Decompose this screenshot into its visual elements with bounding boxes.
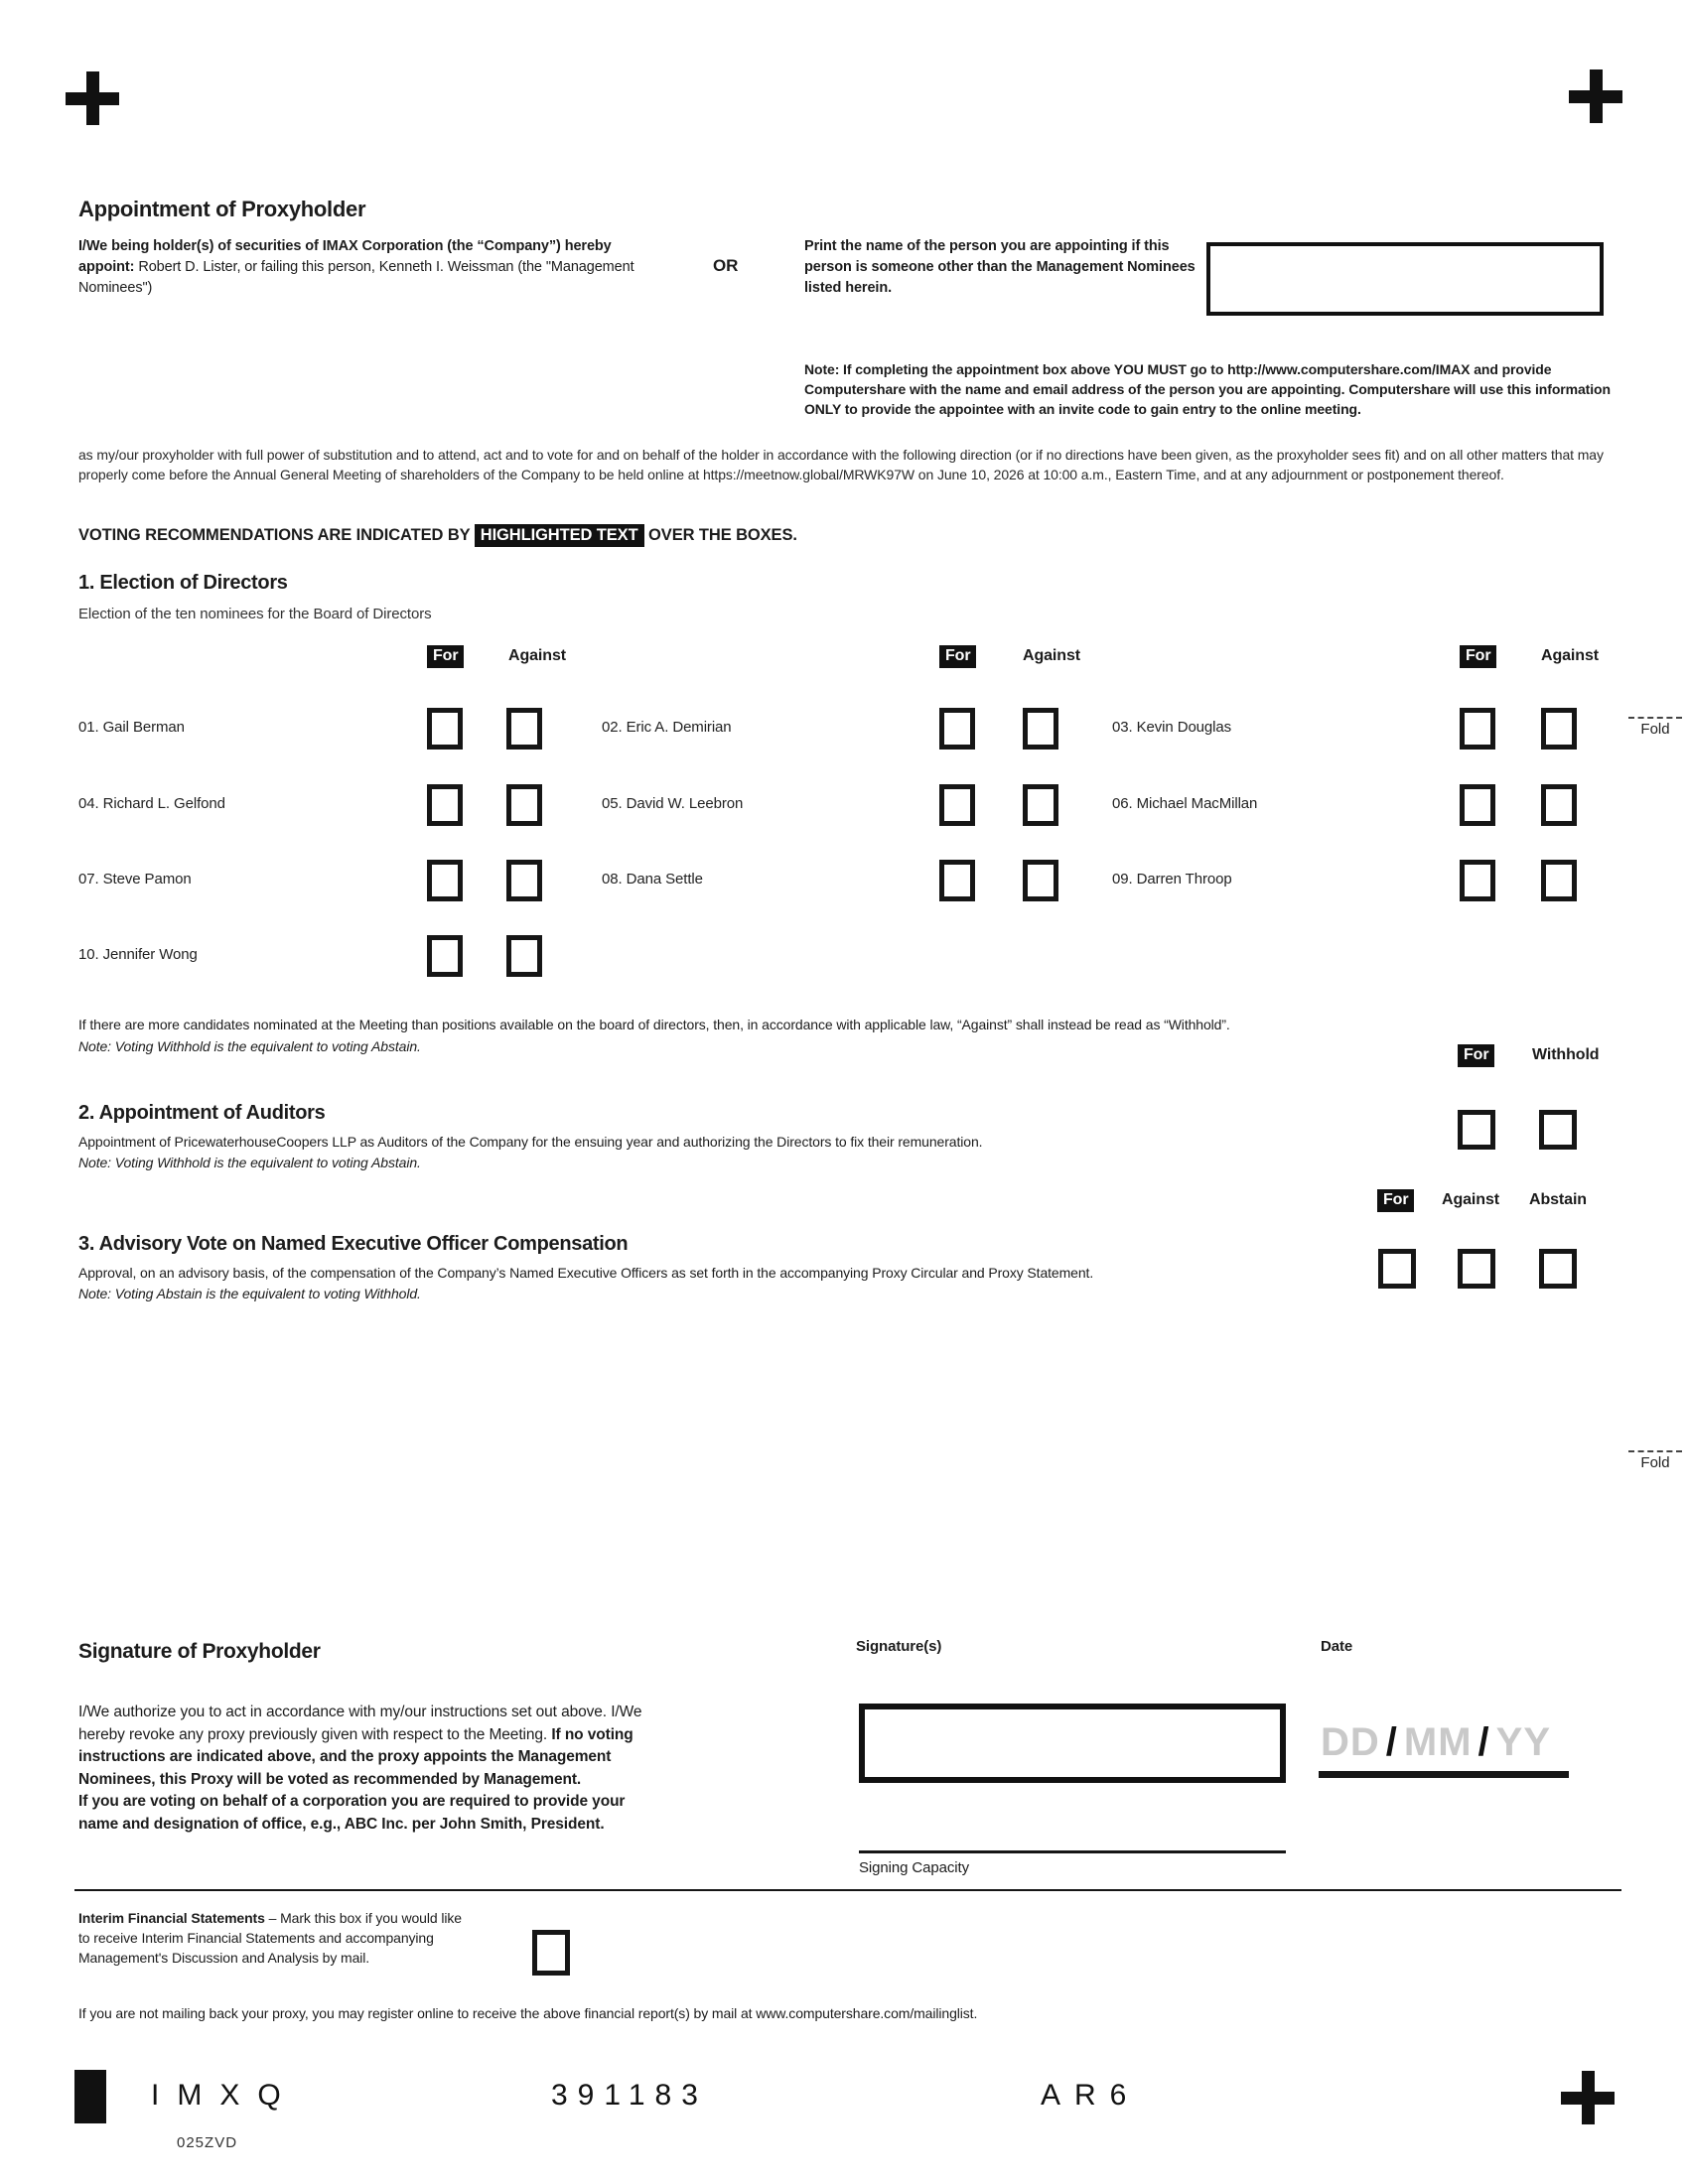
appointment-intro-regular: Robert D. Lister, or failing this person, Kenneth I. Weissman (the "Management Nominees") xyxy=(78,259,634,296)
registration-plus-icon xyxy=(1561,2071,1615,2124)
withhold-column-header: Withhold xyxy=(1532,1046,1600,1063)
interim-statements-text xyxy=(78,1908,476,1968)
date-separator: / xyxy=(1385,1720,1398,1764)
appointee-name-input[interactable] xyxy=(1206,242,1604,316)
voting-recommendations-suffix: OVER THE BOXES. xyxy=(643,526,797,544)
signature-authorization-text xyxy=(78,1702,654,1836)
date-dd-placeholder: DD xyxy=(1321,1720,1380,1764)
advisory-against-checkbox[interactable] xyxy=(1458,1249,1495,1289)
director-name: 01. Gail Berman xyxy=(78,719,185,736)
proxy-statement-paragraph: as my/our proxyholder with full power of substitution and to attend, act and to vote for and on behalf of the holder in accordance with the following direction (or if no directions have been given, as the proxyholder sees fit) and on all other matters that may properly come before the Annual General Meeting of shareholders of the Company to be held online at https://meetnow.global/MRWK97W on June 10, 2026 at 10:00 a.m., Eastern Time, and at any adjournment or postponement thereof. xyxy=(78,447,1604,482)
signature-body-bold: If no voting instructions are indicated above, and the proxy appoints the Management Nominees, this Proxy will be voted as recommended by Management. xyxy=(78,1725,633,1788)
interim-statements-lead: Interim Financial Statements xyxy=(78,1910,265,1926)
or-label: OR xyxy=(713,256,739,275)
director-03-for-checkbox[interactable] xyxy=(1460,708,1495,750)
appointment-intro-text xyxy=(78,236,654,299)
director-10-against-checkbox[interactable] xyxy=(506,935,542,977)
director-05-for-checkbox[interactable] xyxy=(939,784,975,826)
director-02-for-checkbox[interactable] xyxy=(939,708,975,750)
against-column-header: Against xyxy=(1023,647,1080,664)
interim-statements-checkbox[interactable] xyxy=(532,1930,570,1976)
director-04-against-checkbox[interactable] xyxy=(506,784,542,826)
fold-marker: Fold xyxy=(1628,1450,1682,1471)
print-name-instruction: Print the name of the person you are appointing if this person is someone other than the Management Nominees listed herein. xyxy=(804,238,1196,296)
advisory-section-title: 3. Advisory Vote on Named Executive Officer Compensation xyxy=(78,1233,629,1255)
footer-company-code: IMXQ xyxy=(151,2079,299,2112)
date-separator: / xyxy=(1477,1720,1490,1764)
director-name: 05. David W. Leebron xyxy=(602,795,744,812)
director-name: 06. Michael MacMillan xyxy=(1112,795,1258,812)
against-column-header: Against xyxy=(1541,647,1599,664)
registration-plus-icon xyxy=(66,71,119,125)
interim-statements-rest: – Mark this box if you would like to receive Interim Financial Statements and accompanying Management's Discussion and Analysis by mail. xyxy=(78,1910,462,1966)
auditors-withhold-checkbox[interactable] xyxy=(1539,1110,1577,1150)
director-03-against-checkbox[interactable] xyxy=(1541,708,1577,750)
advisory-for-checkbox[interactable] xyxy=(1378,1249,1416,1289)
auditors-section-title: 2. Appointment of Auditors xyxy=(78,1102,326,1124)
against-column-header: Against xyxy=(1442,1191,1499,1208)
director-08-for-checkbox[interactable] xyxy=(939,860,975,901)
auditors-for-checkbox[interactable] xyxy=(1458,1110,1495,1150)
advisory-abstain-checkbox[interactable] xyxy=(1539,1249,1577,1289)
date-underline xyxy=(1319,1771,1569,1778)
footer-sequence-number: 391183 xyxy=(551,2079,708,2112)
advisory-body: Approval, on an advisory basis, of the compensation of the Company’s Named Executive Officers as set forth in the accompanying Proxy Circular and Proxy Statement. xyxy=(78,1265,1094,1281)
fold-marker: Fold xyxy=(1628,717,1682,738)
voting-recommendations-prefix: VOTING RECOMMENDATIONS ARE INDICATED BY xyxy=(78,526,475,544)
registration-square-mark xyxy=(74,2070,106,2123)
director-name: 10. Jennifer Wong xyxy=(78,946,198,963)
director-name: 07. Steve Pamon xyxy=(78,871,192,887)
director-name: 04. Richard L. Gelfond xyxy=(78,795,225,812)
signature-input-box[interactable] xyxy=(859,1704,1286,1783)
registration-plus-icon xyxy=(1569,69,1622,123)
signature-corporation-note: If you are voting on behalf of a corporation you are required to provide your name and designation of office, e.g., ABC Inc. per John Smith, President. xyxy=(78,1793,626,1833)
appointment-note: Note: If completing the appointment box above YOU MUST go to http://www.computershare.com/IMAX and provide Computershare with the name and email address of the person you are appointing. Computershare will use this information ONLY to provide the appointee with an invite code to gain entry to the online meeting. xyxy=(804,361,1611,417)
appointment-intro-bold: I/We being holder(s) of securities of IMAX Corporation (the “Company”) hereby appoint: xyxy=(78,238,612,275)
for-column-header: For xyxy=(939,645,976,668)
director-08-against-checkbox[interactable] xyxy=(1023,860,1058,901)
director-06-against-checkbox[interactable] xyxy=(1541,784,1577,826)
director-09-for-checkbox[interactable] xyxy=(1460,860,1495,901)
signing-capacity-label: Signing Capacity xyxy=(859,1859,969,1876)
date-yy-placeholder: YY xyxy=(1495,1720,1552,1764)
mailing-list-note: If you are not mailing back your proxy, you may register online to receive the above financial report(s) by mail at www.computershare.com/mailinglist. xyxy=(78,2005,978,2021)
for-column-header: For xyxy=(1458,1044,1494,1067)
director-05-against-checkbox[interactable] xyxy=(1023,784,1058,826)
signatures-label: Signature(s) xyxy=(856,1638,942,1655)
footer-small-code: 025ZVD xyxy=(177,2134,238,2151)
auditors-note: Note: Voting Withhold is the equivalent to voting Abstain. xyxy=(78,1155,421,1170)
director-07-for-checkbox[interactable] xyxy=(427,860,463,901)
election-subtitle: Election of the ten nominees for the Board of Directors xyxy=(78,606,432,622)
director-09-against-checkbox[interactable] xyxy=(1541,860,1577,901)
appointment-section-title: Appointment of Proxyholder xyxy=(78,197,366,221)
director-name: 03. Kevin Douglas xyxy=(1112,719,1232,736)
election-section-title: 1. Election of Directors xyxy=(78,572,288,594)
for-column-header: For xyxy=(427,645,464,668)
director-10-for-checkbox[interactable] xyxy=(427,935,463,977)
director-name: 08. Dana Settle xyxy=(602,871,703,887)
auditors-body: Appointment of PricewaterhouseCoopers LLP as Auditors of the Company for the ensuing year and authorizing the Directors to fix their remuneration. xyxy=(78,1134,983,1150)
director-01-against-checkbox[interactable] xyxy=(506,708,542,750)
director-06-for-checkbox[interactable] xyxy=(1460,784,1495,826)
advisory-note: Note: Voting Abstain is the equivalent to voting Withhold. xyxy=(78,1286,421,1301)
election-footnote-note: Note: Voting Withhold is the equivalent to voting Abstain. xyxy=(78,1038,421,1054)
for-column-header: For xyxy=(1377,1189,1414,1212)
signature-section-title: Signature of Proxyholder xyxy=(78,1640,321,1663)
director-04-for-checkbox[interactable] xyxy=(427,784,463,826)
highlighted-text-badge: HIGHLIGHTED TEXT xyxy=(475,524,644,547)
section-divider-line xyxy=(74,1889,1621,1891)
for-column-header: For xyxy=(1460,645,1496,668)
director-01-for-checkbox[interactable] xyxy=(427,708,463,750)
director-02-against-checkbox[interactable] xyxy=(1023,708,1058,750)
election-footnote: If there are more candidates nominated at the Meeting than positions available on the board of directors, then, in accordance with applicable law, “Against” shall instead be read as “Withhold”. xyxy=(78,1017,1230,1032)
date-label: Date xyxy=(1321,1638,1353,1655)
abstain-column-header: Abstain xyxy=(1529,1191,1587,1208)
director-07-against-checkbox[interactable] xyxy=(506,860,542,901)
against-column-header: Against xyxy=(508,647,566,664)
date-input-field[interactable] xyxy=(1321,1720,1551,1765)
director-name: 09. Darren Throop xyxy=(1112,871,1232,887)
voting-recommendations-line xyxy=(78,524,797,547)
date-mm-placeholder: MM xyxy=(1403,1720,1473,1764)
director-name: 02. Eric A. Demirian xyxy=(602,719,732,736)
signature-body-regular: I/We authorize you to act in accordance with my/our instructions set out above. I/We hereby revoke any proxy previously given with respect to the Meeting. xyxy=(78,1704,642,1743)
footer-form-code: AR6 xyxy=(1041,2079,1141,2112)
signing-capacity-line xyxy=(859,1850,1286,1853)
